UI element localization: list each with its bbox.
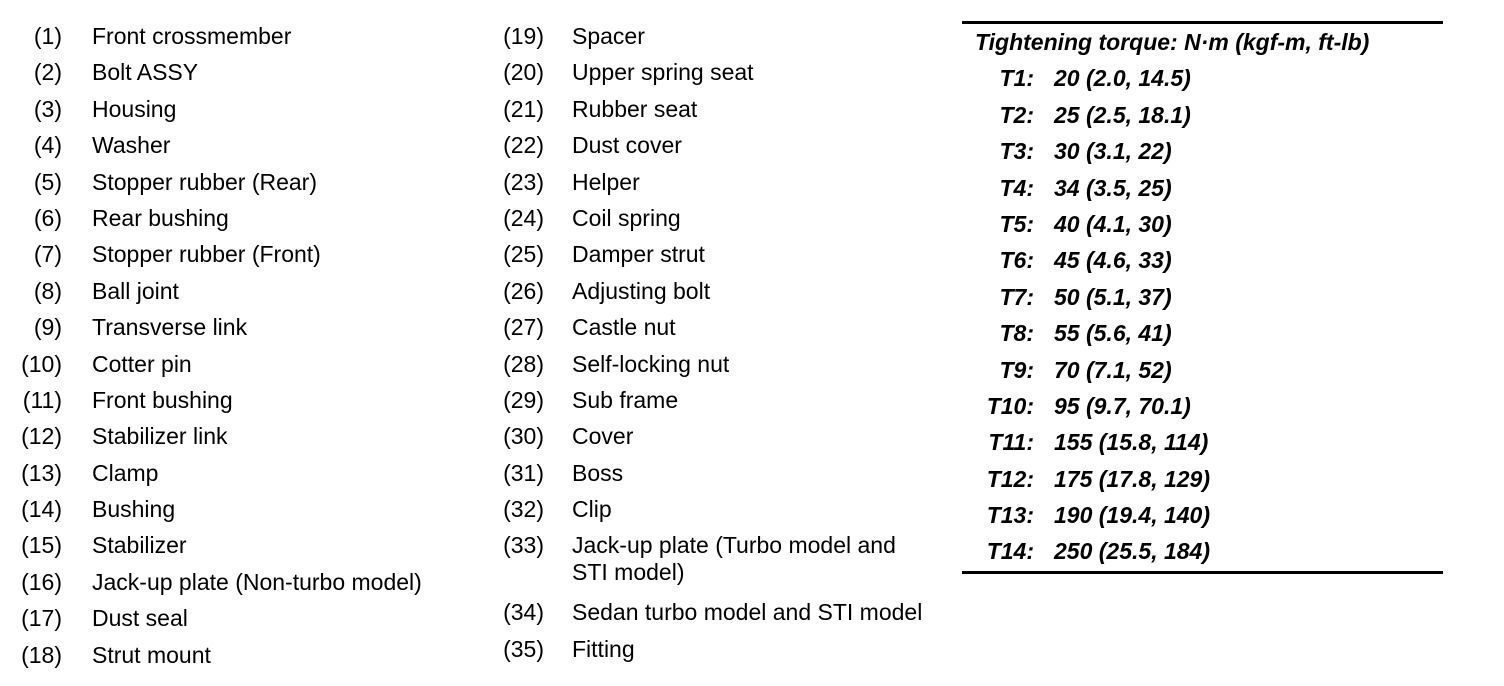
- part-number: (28): [503, 350, 544, 377]
- part-row: [18, 241, 468, 268]
- part-row: [496, 169, 956, 196]
- torque-value: 40 (4.1, 30): [1054, 210, 1172, 237]
- torque-key: T5:: [999, 210, 1034, 237]
- part-number: (5): [33, 168, 62, 195]
- part-number: (17): [21, 605, 62, 632]
- torque-row: [962, 211, 1443, 238]
- torque-key: T8:: [999, 320, 1034, 347]
- torque-key: T4:: [999, 174, 1034, 201]
- part-number: (29): [503, 386, 544, 413]
- torque-row: [962, 284, 1443, 311]
- part-row: [18, 423, 468, 450]
- part-row: [496, 278, 956, 305]
- part-name: Cotter pin: [92, 350, 192, 377]
- torque-value: 20 (2.0, 14.5): [1054, 65, 1191, 92]
- part-number: (35): [503, 635, 544, 662]
- parts-list-right: [496, 23, 956, 672]
- part-row: [18, 23, 468, 50]
- part-number: (16): [21, 568, 62, 595]
- part-name: Front bushing: [92, 386, 233, 413]
- part-name: Spacer: [572, 23, 645, 49]
- part-number: (20): [503, 59, 544, 86]
- part-row: [496, 460, 956, 487]
- torque-value: 45 (4.6, 33): [1054, 247, 1172, 274]
- torque-row: [962, 65, 1443, 92]
- part-row: [18, 59, 468, 86]
- part-name: Dust cover: [572, 132, 682, 159]
- part-row: [496, 387, 956, 414]
- part-name: Rear bushing: [92, 204, 229, 231]
- part-number: (3): [33, 95, 62, 122]
- part-name: Fitting: [572, 635, 635, 662]
- part-number: (2): [33, 59, 62, 86]
- part-row: [496, 23, 956, 50]
- torque-row: [962, 175, 1443, 202]
- part-number: (12): [21, 423, 62, 450]
- part-name: Sedan turbo model and STI model: [572, 599, 923, 626]
- torque-value: 190 (19.4, 140): [1054, 502, 1211, 529]
- part-row: [18, 132, 468, 159]
- part-number: (6): [33, 204, 62, 231]
- part-name: Strut mount: [92, 641, 211, 668]
- part-name: Clip: [572, 496, 612, 523]
- torque-key: T12:: [986, 465, 1034, 492]
- part-name: Clamp: [92, 459, 159, 486]
- part-row: [18, 569, 468, 596]
- torque-value: 95 (9.7, 70.1): [1054, 392, 1191, 419]
- part-row: [18, 278, 468, 305]
- part-row: [496, 351, 956, 378]
- torque-row: [962, 320, 1443, 347]
- part-number: (18): [21, 641, 62, 668]
- part-name: Stabilizer: [92, 532, 187, 559]
- torque-key: T7:: [999, 283, 1034, 310]
- part-row: [496, 96, 956, 123]
- torque-value: 70 (7.1, 52): [1054, 356, 1172, 383]
- part-number: (19): [503, 23, 544, 49]
- torque-row: [962, 393, 1443, 420]
- part-name: Self-locking nut: [572, 350, 730, 377]
- torque-value: 175 (17.8, 129): [1054, 465, 1211, 492]
- part-number: (21): [503, 95, 544, 122]
- part-name: Bolt ASSY: [92, 59, 199, 86]
- torque-value: 25 (2.5, 18.1): [1054, 101, 1191, 128]
- torque-key: T14:: [986, 538, 1034, 565]
- part-name: Coil spring: [572, 204, 681, 231]
- part-row: [18, 532, 468, 559]
- part-row: [18, 387, 468, 414]
- part-row: [496, 314, 956, 341]
- part-row: [18, 314, 468, 341]
- part-name: Jack-up plate (Non-turbo model): [92, 568, 422, 595]
- part-row: [496, 636, 956, 663]
- part-number: (7): [33, 241, 62, 268]
- part-name: Rubber seat: [572, 95, 698, 122]
- part-name: Boss: [572, 459, 624, 486]
- part-name: Stabilizer link: [92, 423, 228, 450]
- part-number: (34): [503, 599, 544, 626]
- part-row: [18, 460, 468, 487]
- part-name: Bushing: [92, 496, 176, 523]
- part-number: (9): [33, 314, 62, 341]
- part-name: Transverse link: [92, 314, 248, 341]
- torque-key: T1:: [999, 65, 1034, 92]
- part-name: Dust seal: [92, 605, 188, 632]
- part-row: [18, 642, 468, 669]
- part-name: Helper: [572, 168, 640, 195]
- part-number: (24): [503, 204, 544, 231]
- torque-row: [962, 538, 1443, 565]
- part-row: [496, 59, 956, 86]
- torque-row: [962, 466, 1443, 493]
- torque-value: 50 (5.1, 37): [1054, 283, 1172, 310]
- part-name: Stopper rubber (Rear): [92, 168, 317, 195]
- torque-value: 155 (15.8, 114): [1054, 429, 1209, 456]
- torque-row: [962, 138, 1443, 165]
- part-number: (8): [33, 277, 62, 304]
- torque-table-title: Tightening torque: N·m (kgf-m, ft-lb): [975, 29, 1370, 55]
- part-name: Front crossmember: [92, 23, 292, 49]
- part-number: (22): [503, 132, 544, 159]
- torque-value: 30 (3.1, 22): [1054, 138, 1172, 165]
- parts-list-left: [18, 23, 468, 678]
- part-name: Damper strut: [572, 241, 705, 268]
- part-number: (33): [503, 532, 544, 559]
- torque-row: [962, 429, 1443, 456]
- part-number: (1): [33, 23, 62, 49]
- part-name: Jack-up plate (Turbo model and STI model): [572, 532, 896, 586]
- part-row: [18, 351, 468, 378]
- part-number: (25): [503, 241, 544, 268]
- part-row: [18, 205, 468, 232]
- part-name: Sub frame: [572, 386, 679, 413]
- part-row: [496, 599, 956, 626]
- torque-key: T9:: [999, 356, 1034, 383]
- part-row: [496, 205, 956, 232]
- part-number: (30): [503, 423, 544, 450]
- torque-table: [962, 21, 1443, 574]
- part-number: (23): [503, 168, 544, 195]
- part-name: Housing: [92, 95, 177, 122]
- torque-value: 55 (5.6, 41): [1054, 320, 1172, 347]
- part-row: [496, 241, 956, 268]
- part-row: [18, 169, 468, 196]
- part-number: (10): [21, 350, 62, 377]
- part-row: [496, 132, 956, 159]
- part-name: Cover: [572, 423, 634, 450]
- torque-value: 250 (25.5, 184): [1054, 538, 1211, 565]
- torque-value: 34 (3.5, 25): [1054, 174, 1172, 201]
- part-number: (32): [503, 496, 544, 523]
- part-number: (14): [21, 496, 62, 523]
- part-name: Washer: [92, 132, 171, 159]
- part-number: (26): [503, 277, 544, 304]
- torque-key: T10:: [986, 392, 1034, 419]
- part-number: (15): [21, 532, 62, 559]
- part-row: [496, 496, 956, 523]
- part-number: (31): [503, 459, 544, 486]
- part-name: Stopper rubber (Front): [92, 241, 321, 268]
- torque-row: [962, 247, 1443, 274]
- torque-row: [962, 357, 1443, 384]
- part-row: [18, 96, 468, 123]
- part-name: Adjusting bolt: [572, 277, 711, 304]
- part-name: Castle nut: [572, 314, 676, 341]
- part-number: (13): [21, 459, 62, 486]
- torque-key: T13:: [986, 502, 1034, 529]
- torque-key: T6:: [999, 247, 1034, 274]
- part-row: [496, 423, 956, 450]
- torque-row: [962, 102, 1443, 129]
- part-number: (11): [22, 386, 62, 413]
- torque-row: [962, 502, 1443, 529]
- part-name: Ball joint: [92, 277, 179, 304]
- torque-key: T11:: [988, 429, 1034, 456]
- torque-key: T3:: [999, 138, 1034, 165]
- torque-key: T2:: [999, 101, 1034, 128]
- part-row: [18, 605, 468, 632]
- part-number: (4): [33, 132, 62, 159]
- part-row: [18, 496, 468, 523]
- part-row: [496, 532, 956, 586]
- part-number: (27): [503, 314, 544, 341]
- part-name: Upper spring seat: [572, 59, 754, 86]
